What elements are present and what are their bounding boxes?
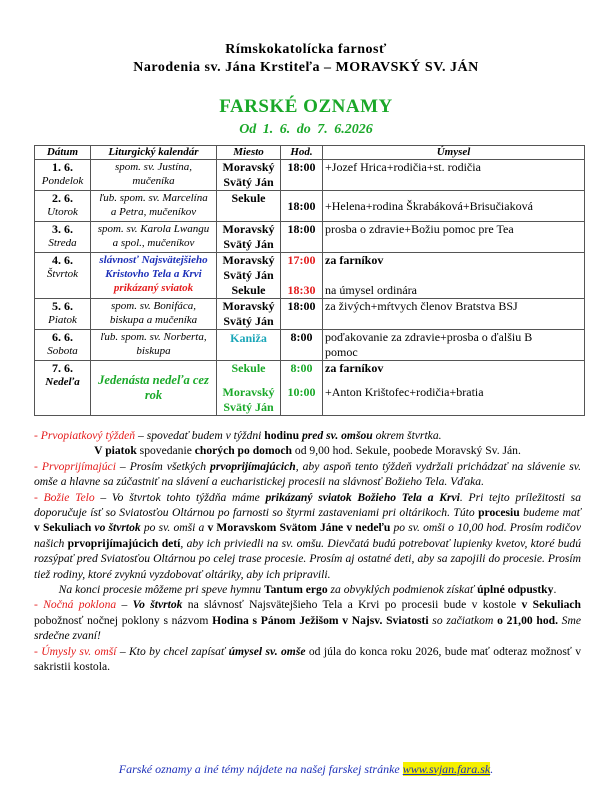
place-cell (217, 160, 281, 191)
date-range: Od 1. 6. do 7. 6.2026 (239, 122, 373, 137)
intention-cell (323, 330, 585, 361)
place-cell (217, 299, 281, 330)
intention-line: za živých+mŕtvych členov Bratstva BSJ (325, 299, 518, 313)
announcement-text: po sv. omši o 10,00 hod. Prosím rodičov našich (34, 521, 581, 550)
announcement-adoration (34, 597, 581, 643)
mass-time: 10:00 (287, 385, 316, 399)
intention-cell (323, 222, 585, 253)
intention-line: na úmysel ordinára (325, 283, 417, 297)
announcement-text: spovedanie (136, 444, 195, 458)
place-cell (217, 361, 281, 416)
schedule-table (34, 145, 585, 416)
liturgical-line: a Petra, mučeníkov (110, 206, 197, 218)
col-place: Miesto (217, 146, 281, 160)
day-number: 3. 6. (52, 222, 73, 236)
announcement-heading: Úmysly sv. omší (41, 644, 117, 658)
liturgical-line: ľub. spom. sv. Norberta, (100, 331, 207, 343)
table-row (35, 361, 585, 416)
announcement-emphasis: Tantum ergo (263, 583, 328, 597)
weekday: Pondelok (41, 175, 84, 187)
liturgical-cell (91, 361, 217, 416)
day-number: 1. 6. (52, 160, 73, 174)
col-date: Dátum (35, 146, 91, 160)
date-cell (35, 330, 91, 361)
date-cell (35, 253, 91, 299)
liturgical-line: Kristovho Tela a Krvi (105, 268, 202, 280)
liturgical-cell (91, 253, 217, 299)
intention-line: za farníkov (325, 253, 384, 267)
date-cell (35, 361, 91, 416)
announcement-emphasis: procesiu (478, 506, 520, 520)
place-cell (217, 330, 281, 361)
announcement-heading: Nočná poklona (43, 598, 117, 612)
place-line: Kaniža (230, 331, 267, 345)
announcement-text: od júla do konca roku 2026, bude mať odteraz možnosť v sakristii kostola. (34, 644, 581, 674)
liturgical-line: biskupa a mučeníka (109, 314, 198, 326)
weekday: Štvrtok (46, 268, 79, 280)
place-line: Sekule (231, 361, 266, 375)
announcement-emphasis: prvoprijímajúcich (210, 459, 296, 473)
day-number: 2. 6. (52, 191, 73, 205)
bullet-dash: - (34, 598, 44, 612)
holy-day-label: prikázaný sviatok (113, 282, 194, 294)
col-liturgical: Liturgický kalendár (91, 146, 217, 160)
place-line: Svätý Ján (223, 237, 274, 251)
liturgical-line: slávnosť Najsvätejšieho (99, 254, 208, 266)
liturgical-line: biskupa (136, 345, 171, 357)
liturgical-line: ľub. spom. sv. Marcelína (99, 192, 208, 204)
announcement-emphasis: chorých po domoch (194, 444, 292, 458)
day-number: 5. 6. (52, 299, 73, 313)
table-header-row (35, 146, 585, 160)
place-line: Moravský (222, 385, 275, 399)
mass-time: 8:00 (290, 361, 313, 375)
footer (0, 762, 612, 777)
col-hour: Hod. (281, 146, 323, 160)
intention-line: pomoc (325, 345, 358, 359)
intention-cell (323, 299, 585, 330)
liturgical-line: spom. sv. Karola Lwangu (97, 223, 210, 235)
hour-cell (281, 299, 323, 330)
announcement-text: pobožnosť nočnej poklony s názvom (34, 613, 213, 627)
announcement-confession (34, 443, 581, 458)
intention-line: +Helena+rodina Škrabáková+Brisučiaková (325, 199, 533, 213)
liturgical-cell (91, 160, 217, 191)
place-line: Svätý Ján (223, 400, 274, 414)
mass-time: 17:00 (287, 253, 316, 267)
announcement-emphasis: prvoprijímajúcich detí (67, 536, 181, 550)
announcement-text: – Vo štvrtok tohto týždňa máme (94, 490, 266, 504)
announcement-text: , aby aspoň tento týždeň vydržali prichádzať na slávenie sv. omše a hlavne sa zúčastniť na slávení a eucharistickej procesii na slávnosť Božieho Tela. Vďaka. (34, 459, 581, 489)
announcement-text: . Pri tejto príležitosti sa doporučuje ísť so Sviatosťou Oltárnou po farnosti so štyrmi zastaveniami pri oltárikoch. Túto (34, 490, 581, 520)
date-cell (35, 299, 91, 330)
announcement-text: za obvyklých podmienok získať (327, 583, 478, 597)
place-line: Svätý Ján (223, 175, 274, 189)
mass-time: 18:00 (287, 299, 316, 313)
mass-time: 18:30 (287, 283, 316, 297)
liturgical-cell (91, 330, 217, 361)
announcement-emphasis: úplné odpustky (477, 583, 554, 597)
weekday: Utorok (47, 206, 78, 218)
table-row (35, 299, 585, 330)
announcement-text: – (116, 598, 133, 612)
day-number: 4. 6. (52, 253, 73, 267)
parish-header (0, 40, 612, 77)
announcement-emphasis: pred sv. omšou (299, 429, 373, 442)
announcement-mass-intentions (34, 644, 581, 675)
intention-line: prosba o zdravie+Božiu pomoc pre Tea (325, 222, 514, 236)
announcement-emphasis: hodinu (264, 429, 300, 442)
announcement-emphasis: úmysel sv. omše (228, 644, 306, 658)
weekday: Streda (48, 237, 77, 249)
liturgical-line: spom. sv. Bonifáca, (110, 300, 197, 312)
announcement-emphasis: v Moravskom Svätom Jáne v nedeľu (207, 521, 391, 535)
announcement-emphasis: o 21,00 hod. (497, 613, 558, 627)
intention-line: poďakovanie za zdravie+prosba o ďalšiu B (325, 330, 533, 344)
announcement-heading: Božie Telo (43, 490, 95, 504)
announcement-emphasis: v Sekuliach (521, 598, 581, 612)
intention-line: za farníkov (325, 361, 384, 375)
place-line: Sekule (231, 283, 266, 297)
announcement-text: Na konci procesie môžeme pri speve hymnu (58, 583, 264, 597)
place-line: Moravský (222, 299, 275, 313)
col-intention: Úmysel (323, 146, 585, 160)
table-row (35, 191, 585, 222)
place-line: Moravský (222, 253, 275, 267)
announcement-text: – spovedať budem v týždni (135, 429, 265, 442)
place-cell (217, 253, 281, 299)
place-cell (217, 222, 281, 253)
mass-time: 8:00 (290, 330, 313, 344)
table-row (35, 222, 585, 253)
place-line: Moravský (222, 160, 275, 174)
mass-time: 18:00 (287, 199, 316, 213)
weekday: Nedeľa (45, 376, 80, 388)
announcement-text: , aby ich priviedli na sv. omšu. Dievčatá budú potrebovať lupienky kvetov, ktoré budú rozsýpať pred Sviatosťou Oltárnou po celej trase procesie. Prosím aj ostatné deti, aby sa zapojili do procesie. Prosím tiež rodiny, ktoré zvyknú vyzdobovať oltáriky, aby ich pripravili. (34, 536, 581, 581)
announcement-first-friday (34, 428, 581, 443)
announcement-text: okrem štvrtka. (372, 429, 442, 442)
bullet-dash: - (34, 429, 41, 442)
date-cell (35, 160, 91, 191)
weekday: Piatok (48, 314, 77, 326)
mass-time: 18:00 (287, 160, 316, 174)
place-line: Svätý Ján (223, 314, 274, 328)
announcement-text: so začiatkom (428, 613, 498, 627)
announcement-emphasis: prikázaný sviatok Božieho Tela a Krvi (265, 490, 460, 504)
page-title: FARSKÉ OZNAMY (219, 96, 393, 117)
announcement-text: budeme mať (519, 506, 581, 520)
intention-cell (323, 160, 585, 191)
announcement-emphasis: V piatok (94, 444, 137, 458)
announcement-emphasis: Hodina s Pánom Ježišom v Najsv. Sviatosti (212, 613, 429, 627)
bullet-dash: - (34, 459, 42, 473)
place-cell (217, 191, 281, 222)
liturgical-line: spom. sv. Justína, (114, 161, 193, 173)
footer-text: . (490, 762, 494, 776)
table-row (35, 160, 585, 191)
hour-cell (281, 330, 323, 361)
footer-text: Farské oznamy a iné témy nájdete na našej farskej stránke (118, 762, 403, 776)
announcement-indulgence (34, 582, 581, 597)
bullet-dash: - (34, 490, 44, 504)
liturgical-line: mučeníka (132, 175, 175, 187)
intention-cell (323, 361, 585, 416)
announcement-text: – Kto by chcel zapísať (116, 644, 229, 658)
liturgical-line: rok (144, 388, 163, 402)
liturgical-cell (91, 222, 217, 253)
announcement-first-communicants (34, 459, 581, 490)
weekday: Sobota (47, 345, 78, 357)
liturgical-cell (91, 299, 217, 330)
announcement-text: na slávnosť Najsvätejšieho Tela a Krvi po procesii bude v kostole (182, 598, 522, 612)
hour-cell (281, 191, 323, 222)
announcements (34, 428, 581, 675)
announcement-heading: Prvopiatkový týždeň (40, 429, 136, 442)
liturgical-line: Jedenásta nedeľa cez (98, 373, 209, 387)
table-row (35, 253, 585, 299)
place-line: Svätý Ján (223, 268, 274, 282)
parish-location: Narodenia sv. Jána Krstiteľa – MORAVSKÝ SV. JÁN (133, 60, 479, 75)
hour-cell (281, 222, 323, 253)
intention-line: +Anton Krištofec+rodičia+bratia (325, 385, 484, 399)
hour-cell (281, 160, 323, 191)
bullet-dash: - (34, 644, 42, 658)
announcement-text: . (553, 583, 557, 597)
table-row (35, 330, 585, 361)
announcement-text: Sme srdečne zvaní! (34, 613, 581, 643)
intention-cell (323, 191, 585, 222)
day-number: 7. 6. (52, 361, 73, 375)
liturgical-cell (91, 191, 217, 222)
announcement-emphasis: Vo štvrtok (132, 598, 183, 612)
announcement-emphasis: vo štvrtok (91, 521, 141, 535)
date-cell (35, 191, 91, 222)
date-cell (35, 222, 91, 253)
announcement-text: od 9,00 hod. Sekule, poobede Moravský Sv. Ján. (292, 444, 521, 458)
parish-name: Rímskokatolícka farnosť (225, 42, 387, 57)
place-line: Sekule (231, 191, 266, 205)
website-link[interactable]: www.svjan.fara.sk (402, 762, 491, 776)
day-number: 6. 6. (52, 330, 73, 344)
place-line: Moravský (222, 222, 275, 236)
liturgical-line: a spol., mučeníkov (112, 237, 195, 249)
hour-cell (281, 361, 323, 416)
hour-cell (281, 253, 323, 299)
announcement-text: po sv. omši a (140, 521, 208, 535)
intention-line: +Jozef Hrica+rodičia+st. rodičia (325, 160, 481, 174)
announcement-emphasis: v Sekuliach (34, 521, 92, 535)
announcement-corpus-christi (34, 490, 581, 582)
announcement-text: – Prosím všetkých (115, 459, 211, 473)
mass-time: 18:00 (287, 222, 316, 236)
announcement-heading: Prvoprijímajúci (41, 459, 116, 473)
intention-cell (323, 253, 585, 299)
